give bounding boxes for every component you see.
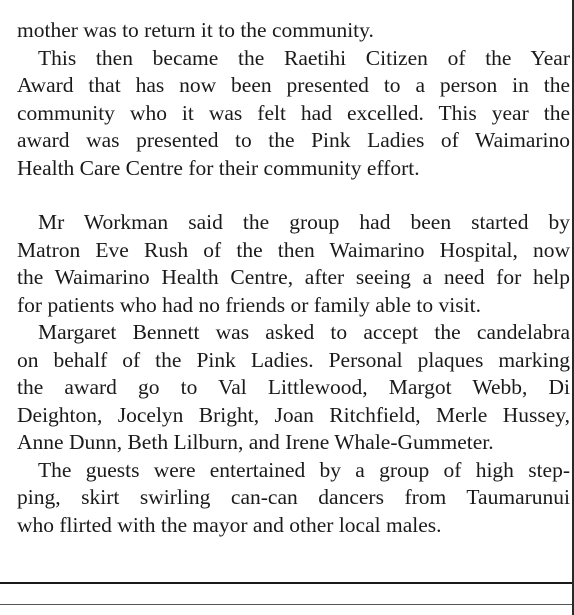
text-line: community who it was felt had excelled. This year the [17, 100, 570, 125]
text-line: Margaret Bennett was asked to accept the candelabra [38, 320, 570, 344]
text-line: The guests were entertained by a group of high step- [38, 457, 570, 482]
text-line: award was presented to the Pink Ladies of Waimarino [17, 128, 570, 152]
text-line: mother was to return it to the community. [17, 18, 374, 42]
text-line: for patients who had no friends or family able to visit. [17, 292, 481, 317]
paragraph-citizen-award [17, 45, 570, 183]
text-line: Award that has now been presented to a person in the [17, 73, 570, 97]
text-line: on behalf of the Pink Ladies. Personal plaques marking [17, 347, 570, 372]
text-line: This then became the Raetihi Citizen of the Year [38, 45, 570, 70]
page-bottom-rule [0, 604, 574, 605]
text-line: the Waimarino Health Centre, after seeing a need for help [17, 265, 570, 289]
column-end-rule [0, 582, 574, 584]
paragraph-plaques [17, 319, 570, 457]
text-line: ping, skirt swirling can-can dancers from Taumarunui [17, 485, 570, 509]
text-line: the award go to Val Littlewood, Margot Webb, Di [17, 375, 570, 399]
paragraph-group-history [17, 209, 570, 319]
text-line: who flirted with the mayor and other local males. [17, 512, 442, 537]
text-line: Anne Dunn, Beth Lilburn, and Irene Whale-Gummeter. [17, 430, 494, 454]
text-line: Mr Workman said the group had been started by [38, 210, 570, 234]
article-column [17, 17, 570, 539]
paragraph-entertainment [17, 457, 570, 540]
text-line: Health Care Centre for their community effort. [17, 155, 420, 180]
text-line: Matron Eve Rush of the then Waimarino Hospital, now [17, 237, 570, 262]
paragraph-spacer [17, 182, 570, 209]
paragraph-continuation [17, 17, 570, 45]
text-line: Deighton, Jocelyn Bright, Joan Ritchfield, Merle Hussey, [17, 402, 570, 427]
